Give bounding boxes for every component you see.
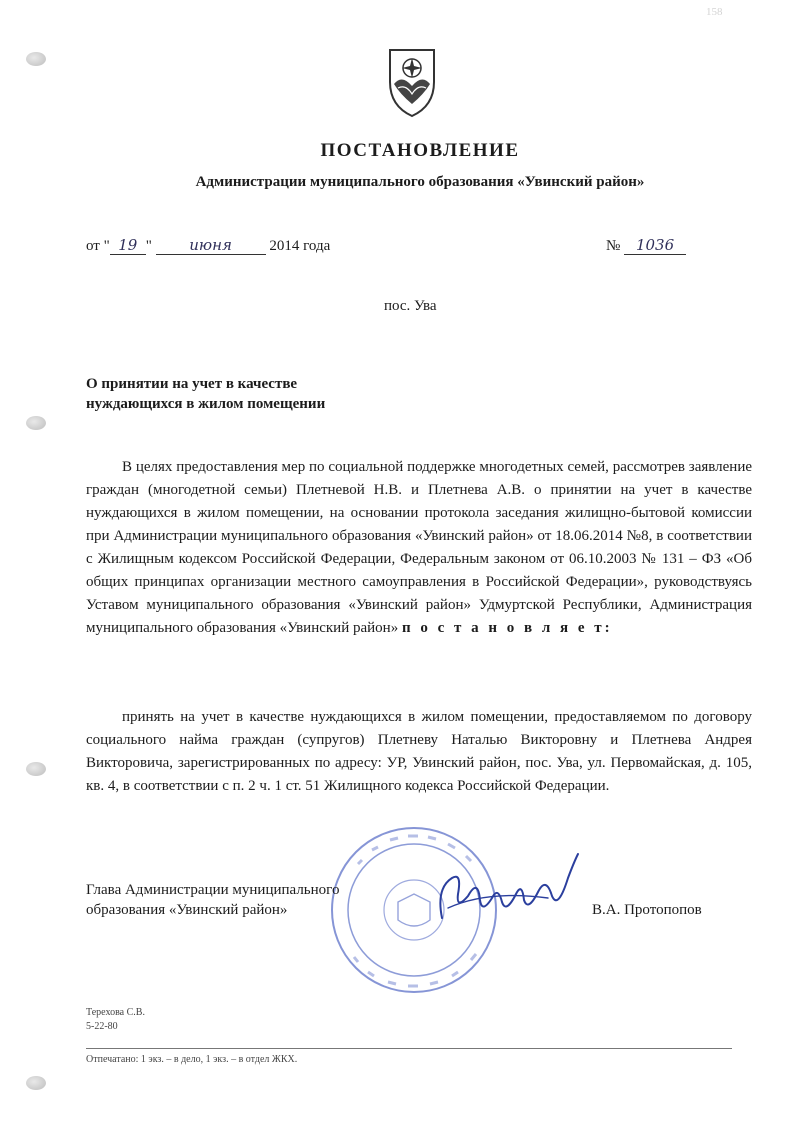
executor-phone: 5-22-80 [86, 1021, 118, 1032]
signer-position-line: образования «Увинский район» [86, 902, 288, 918]
corner-mark: 158 [706, 6, 723, 18]
punch-hole-icon [26, 52, 46, 66]
executor-name: Терехова С.В. [86, 1007, 145, 1018]
punch-hole-icon [26, 1076, 46, 1090]
body-paragraph-preamble [86, 456, 752, 640]
document-subject [86, 374, 325, 414]
date-month: июня [156, 236, 266, 255]
date-year: 2014 года [269, 238, 331, 254]
signer-name: В.А. Протопопов [592, 902, 702, 918]
subject-line: О принятии на учет в качестве [86, 376, 298, 392]
document-title: ПОСТАНОВЛЕНИЕ [320, 140, 520, 161]
printed-copies-note: Отпечатано: 1 экз. – в дело, 1 экз. – в отдел ЖКХ. [86, 1054, 298, 1065]
number-value: 1036 [624, 236, 686, 255]
udmurtia-coat-of-arms-icon [384, 44, 440, 120]
executor-info [86, 1006, 145, 1034]
preamble-text: В целях предоставления мер по социальной поддержке многодетных семей, рассмотрев заявление граждан (многодетной семьи) Плетневой Н.В. и Плетнева А.В. о принятии на учет в качестве нуждающихся в жилом помещении, на основании протокола заседания жилищно-бытовой комиссии при Администрации муниципального образования «Увинский район» от 18.06.2014 №8, в соответствии с Жилищным кодексом Российской Федерации, Федеральным законом от 06.10.2003 № 131 – ФЗ «Об общих принципах организации местного самоуправления в Российской Федерации», руководствуясь Уставом муниципального образования «Увинский район» Удмуртской Республики, Администрация муниципального образования «Увинский район» [86, 459, 752, 636]
decree-word: п о с т а н о в л я е т: [401, 620, 613, 636]
document-place: пос. Ува [384, 298, 437, 314]
date-prefix: от [86, 238, 100, 254]
footer-divider [86, 1048, 732, 1049]
document-number [606, 236, 686, 255]
handwritten-signature-icon [428, 848, 588, 938]
document-issuer: Администрации муниципального образования «Увинский район» [195, 174, 645, 190]
punch-hole-icon [26, 416, 46, 430]
date-day: 19 [110, 236, 146, 255]
punch-hole-icon [26, 762, 46, 776]
document-date: от " 19 " июня 2014 года [86, 236, 331, 254]
decision-text: принять на учет в качестве нуждающихся в жилом помещении, предоставляемом по договору социального найма граждан (супругов) Плетневу Наталью Викторовну и Плетнева Андрея Викторовича, зарегистрированных по адресу: УР, Увинский район, пос. Ува, ул. Первомайская, д. 105, кв. 4, в соответствии с п. 2 ч. 1 ст. 51 Жилищного кодекса Российской Федерации. [86, 709, 752, 794]
number-label: № [606, 238, 621, 254]
signer-position [86, 880, 339, 920]
signer-position-line: Глава Администрации муниципального [86, 882, 340, 898]
body-paragraph-decision [86, 706, 752, 798]
subject-line: нуждающихся в жилом помещении [86, 396, 326, 412]
